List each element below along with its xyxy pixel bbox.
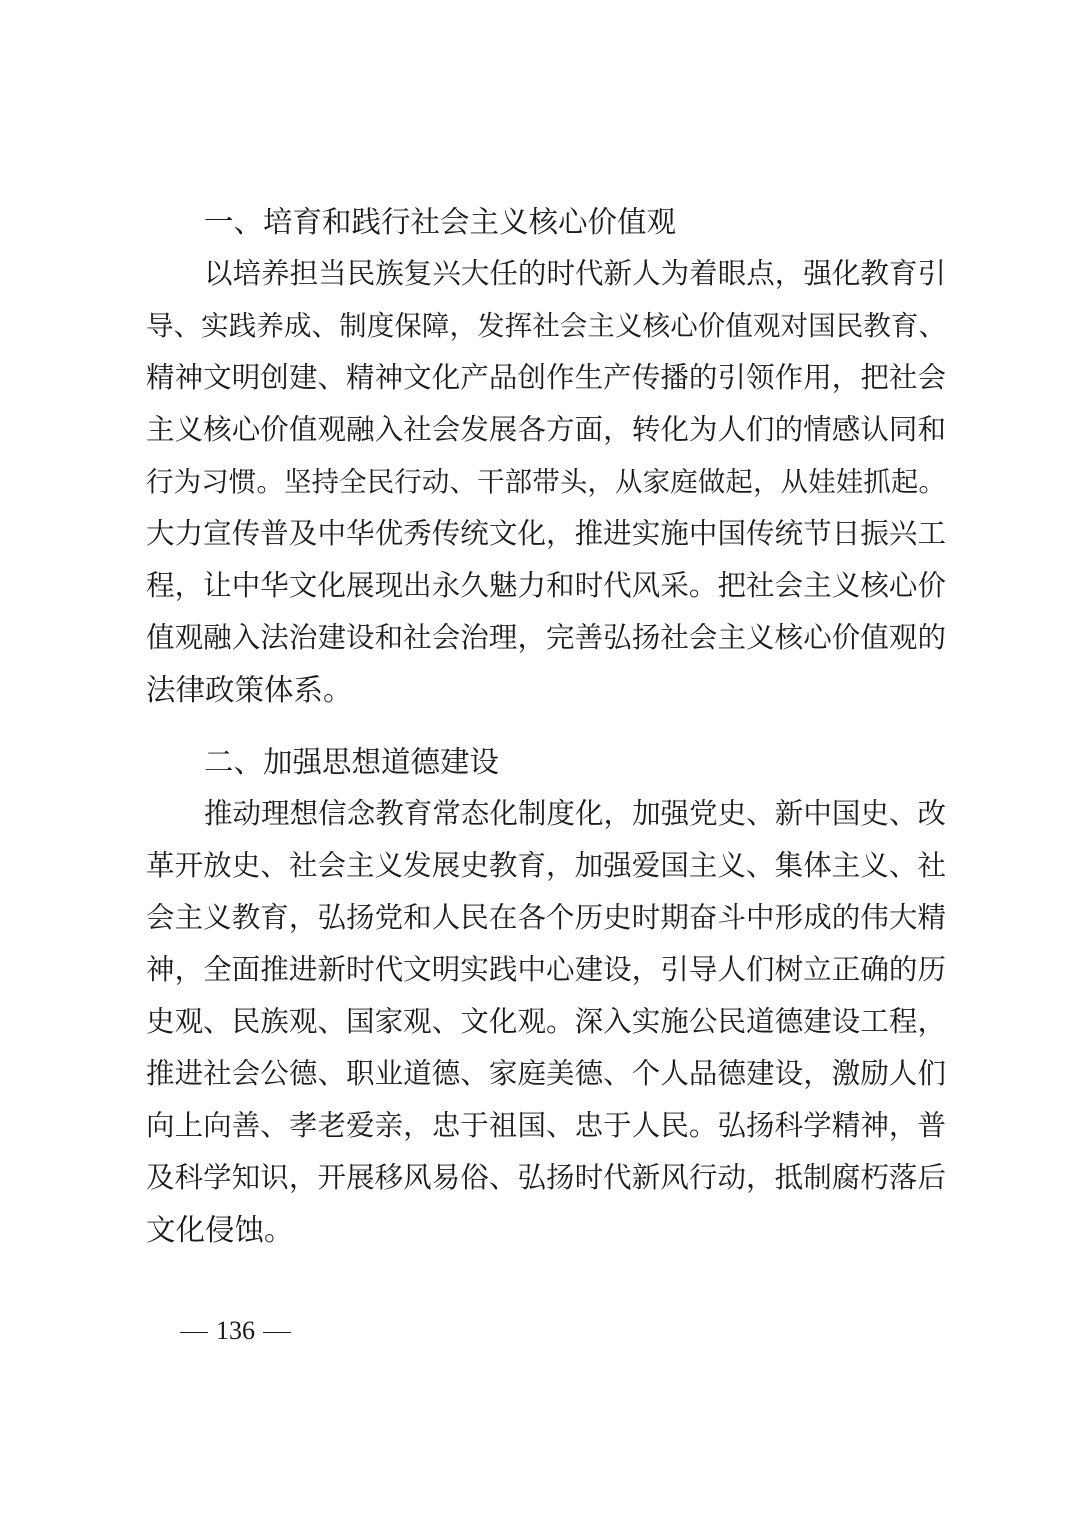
left-dash [180, 1332, 208, 1333]
paragraph-line: 精神文明创建、精神文化产品创作生产传播的引领作用，把社会 [146, 361, 946, 394]
paragraph-line: 以培养担当民族复兴大任的时代新人为着眼点，强化教育引 [204, 257, 946, 290]
paragraph-line: 值观融入法治建设和社会治理，完善弘扬社会主义核心价值观的 [146, 621, 946, 654]
paragraph-line: 神，全面推进新时代文明实践中心建设，引导人们树立正确的历 [146, 953, 946, 986]
section-heading: 一、培育和践行社会主义核心价值观 [204, 205, 677, 239]
page-number-text: 136 [216, 1316, 255, 1345]
paragraph-line: 推进社会公德、职业道德、家庭美德、个人品德建设，激励人们 [146, 1057, 946, 1090]
paragraph-line: 行为习惯。坚持全民行动、干部带头，从家庭做起，从娃娃抓起。 [146, 466, 946, 498]
paragraph-line: 导、实践养成、制度保障，发挥社会主义核心价值观对国民教育、 [146, 310, 946, 342]
page-number [172, 1314, 299, 1348]
paragraph-line: 革开放史、社会主义发展史教育，加强爱国主义、集体主义、社 [146, 849, 946, 882]
paragraph-line: 大力宣传普及中华优秀传统文化，推进实施中国传统节日振兴工 [146, 517, 946, 550]
document-body [146, 196, 946, 1256]
paragraph-line: 法律政策体系。 [146, 673, 353, 707]
section-gap [146, 716, 946, 736]
paragraph-line: 文化侵蚀。 [146, 1213, 294, 1247]
section-heading: 二、加强思想道德建设 [204, 745, 500, 779]
paragraph-line: 史观、民族观、国家观、文化观。深入实施公民道德建设工程， [146, 1005, 946, 1038]
paragraph-line: 主义核心价值观融入社会发展各方面，转化为人们的情感认同和 [146, 413, 946, 446]
paragraph-line: 向上向善、孝老爱亲，忠于祖国、忠于人民。弘扬科学精神，普 [146, 1109, 946, 1142]
paragraph-line: 程，让中华文化展现出永久魅力和时代风采。把社会主义核心价 [146, 569, 946, 602]
right-dash [263, 1332, 291, 1333]
paragraph-line: 会主义教育，弘扬党和人民在各个历史时期奋斗中形成的伟大精 [146, 901, 946, 934]
paragraph-line: 推动理想信念教育常态化制度化，加强党史、新中国史、改 [204, 797, 946, 830]
paragraph-line: 及科学知识，开展移风易俗、弘扬时代新风行动，抵制腐朽落后 [146, 1161, 946, 1194]
